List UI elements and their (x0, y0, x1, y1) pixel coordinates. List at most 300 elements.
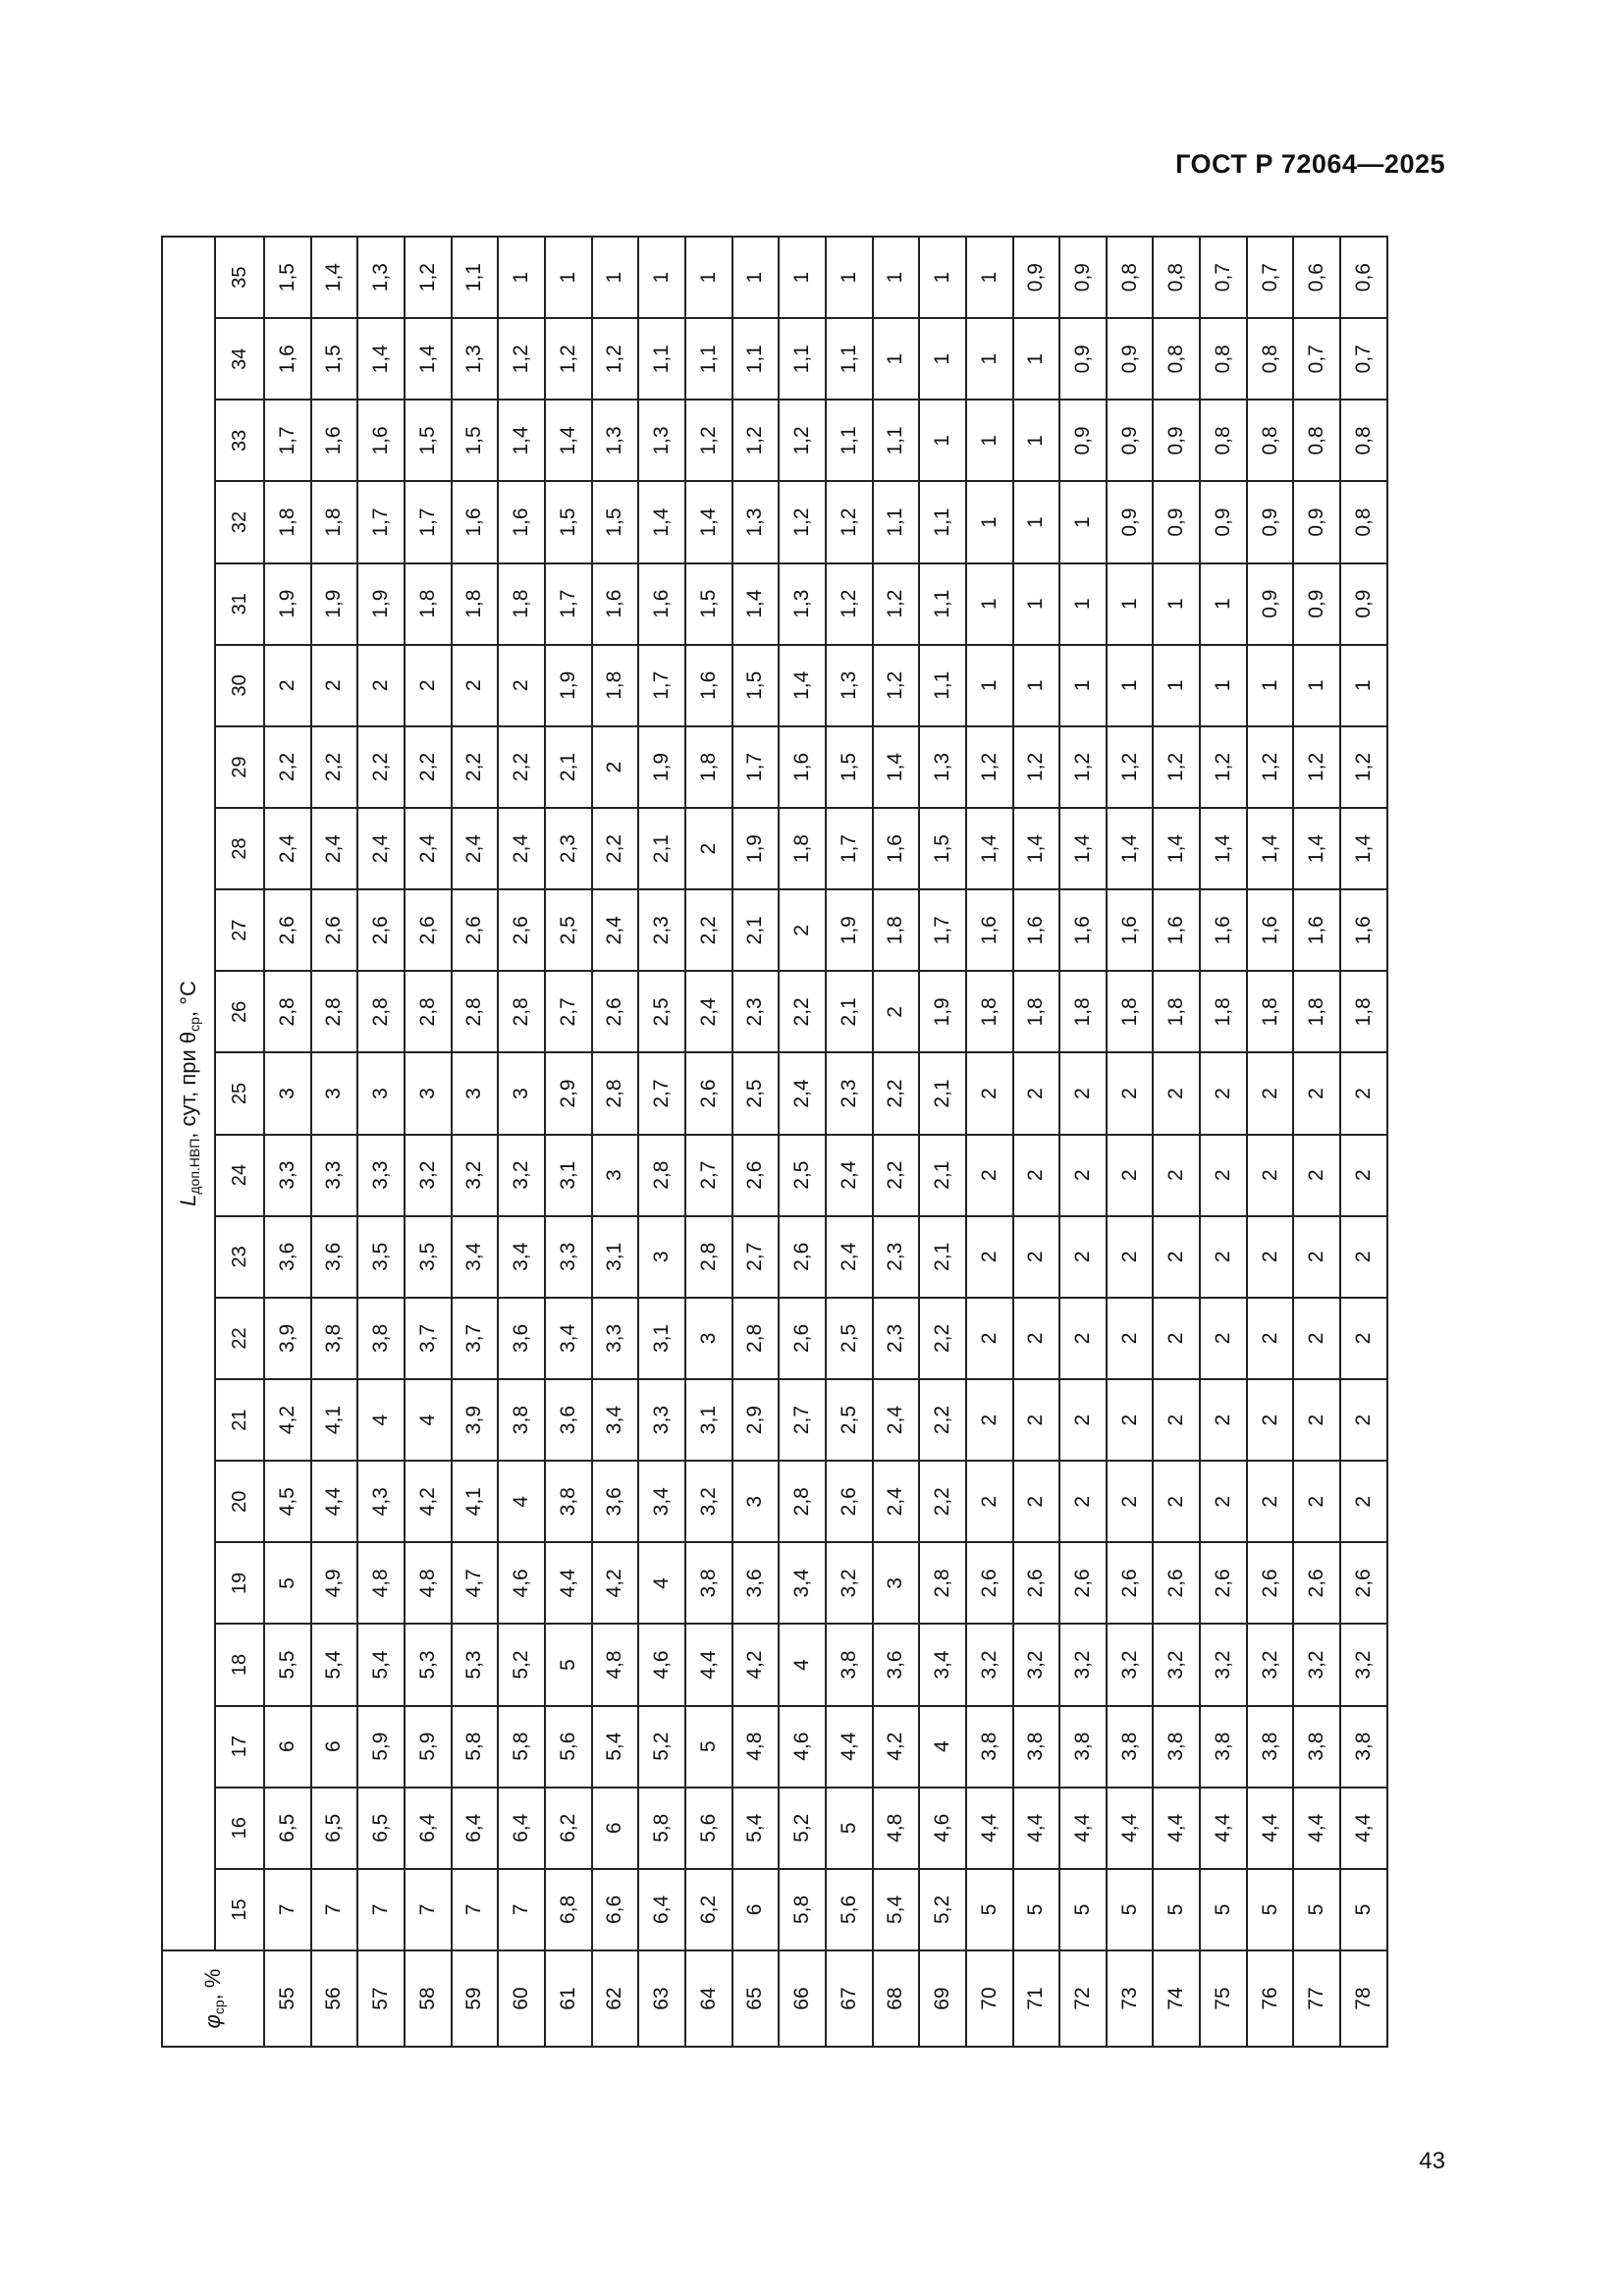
value-cell: 2,1 (732, 889, 780, 971)
temperature-header-cell: 22 (215, 1298, 264, 1379)
value-cell: 2,4 (264, 808, 311, 889)
value-cell: 2 (1153, 1461, 1200, 1542)
value-cell: 1,8 (966, 971, 1013, 1052)
value-cell: 3,7 (452, 1298, 499, 1379)
value-cell: 3 (357, 1052, 405, 1134)
value-cell: 2 (1247, 1298, 1294, 1379)
value-cell: 2 (1059, 1052, 1107, 1134)
humidity-cell: 67 (826, 1950, 873, 2047)
value-cell: 4 (919, 1706, 966, 1788)
value-cell: 1,3 (732, 481, 780, 562)
value-cell: 1 (1013, 400, 1060, 481)
value-cell: 1,4 (1200, 808, 1247, 889)
value-cell: 2,6 (966, 1542, 1013, 1624)
temperature-header-cell: 20 (215, 1461, 264, 1542)
value-cell: 2,4 (873, 1461, 920, 1542)
value-cell: 5 (545, 1624, 592, 1705)
value-cell: 3,8 (966, 1706, 1013, 1788)
value-cell: 2 (1013, 1379, 1060, 1461)
value-cell: 1,6 (1153, 889, 1200, 971)
value-cell: 4,8 (873, 1788, 920, 1869)
value-cell: 4,1 (452, 1461, 499, 1542)
value-cell: 2 (1293, 1461, 1340, 1542)
value-cell: 1 (1013, 318, 1060, 400)
value-cell: 4,8 (357, 1542, 405, 1624)
temperature-header-cell: 21 (215, 1379, 264, 1461)
value-cell: 2,5 (545, 889, 592, 971)
value-cell: 3,4 (452, 1216, 499, 1298)
value-cell: 3,4 (498, 1216, 545, 1298)
value-cell: 2 (1293, 1216, 1340, 1298)
value-cell: 6,5 (264, 1788, 311, 1869)
value-cell: 1,4 (1059, 808, 1107, 889)
value-cell: 2,6 (1340, 1542, 1387, 1624)
value-cell: 4,4 (1293, 1788, 1340, 1869)
value-cell: 2,6 (779, 1298, 826, 1379)
temperature-header-cell: 32 (215, 481, 264, 562)
value-cell: 5,8 (779, 1869, 826, 1950)
value-cell: 4,2 (405, 1461, 452, 1542)
value-cell: 2,8 (264, 971, 311, 1052)
value-cell: 2 (1200, 1135, 1247, 1216)
value-cell: 2,4 (357, 808, 405, 889)
value-cell: 1,6 (1200, 889, 1247, 971)
value-cell: 3,6 (264, 1216, 311, 1298)
value-cell: 0,7 (1340, 318, 1387, 400)
value-cell: 3,9 (452, 1379, 499, 1461)
value-cell: 2,4 (873, 1379, 920, 1461)
value-cell: 6,6 (592, 1869, 639, 1950)
value-cell: 1,6 (1107, 889, 1154, 971)
value-cell: 2,6 (1153, 1542, 1200, 1624)
value-cell: 1,4 (1247, 808, 1294, 889)
value-cell: 1,9 (638, 726, 685, 808)
value-cell: 2,9 (545, 1052, 592, 1134)
value-cell: 2 (1059, 1135, 1107, 1216)
value-cell: 5,4 (357, 1624, 405, 1705)
value-cell: 1 (966, 318, 1013, 400)
value-cell: 1 (826, 237, 873, 318)
value-cell: 2 (1107, 1135, 1154, 1216)
value-cell: 3,1 (638, 1298, 685, 1379)
value-cell: 1,5 (405, 400, 452, 481)
value-cell: 1,6 (685, 645, 732, 726)
value-cell: 1 (1107, 563, 1154, 645)
value-cell: 4,8 (592, 1624, 639, 1705)
value-cell: 3,6 (545, 1379, 592, 1461)
value-cell: 2,7 (545, 971, 592, 1052)
value-cell: 2 (1340, 1379, 1387, 1461)
value-cell: 2,6 (1200, 1542, 1247, 1624)
value-cell: 1,2 (1340, 726, 1387, 808)
value-cell: 0,9 (1107, 481, 1154, 562)
value-cell: 2,2 (592, 808, 639, 889)
value-cell: 3,4 (638, 1461, 685, 1542)
value-cell: 5 (1107, 1869, 1154, 1950)
value-cell: 7 (405, 1869, 452, 1950)
value-cell: 2 (1153, 1379, 1200, 1461)
value-cell: 0,7 (1293, 318, 1340, 400)
temperature-header-cell: 30 (215, 645, 264, 726)
page-number: 43 (1419, 2148, 1445, 2174)
value-cell: 1,2 (873, 563, 920, 645)
value-cell: 2 (1107, 1379, 1154, 1461)
value-cell: 5,9 (357, 1706, 405, 1788)
value-cell: 0,9 (1247, 563, 1294, 645)
value-cell: 2,1 (638, 808, 685, 889)
table-row (873, 237, 920, 2047)
value-cell: 1,4 (966, 808, 1013, 889)
value-cell: 1,6 (498, 481, 545, 562)
value-cell: 2,4 (685, 971, 732, 1052)
value-cell: 1,6 (1293, 889, 1340, 971)
value-cell: 1,4 (732, 563, 780, 645)
value-cell: 0,9 (1200, 481, 1247, 562)
humidity-cell: 69 (919, 1950, 966, 2047)
value-cell: 0,9 (1153, 481, 1200, 562)
value-cell: 1,1 (919, 481, 966, 562)
value-cell: 1,6 (873, 808, 920, 889)
value-cell: 3 (498, 1052, 545, 1134)
value-cell: 3,8 (498, 1379, 545, 1461)
value-cell: 6,2 (685, 1869, 732, 1950)
value-cell: 1,6 (1059, 889, 1107, 971)
table-row (732, 237, 780, 2047)
value-cell: 4,6 (498, 1542, 545, 1624)
value-cell: 2,6 (826, 1461, 873, 1542)
value-cell: 6,2 (545, 1788, 592, 1869)
value-cell: 1,4 (498, 400, 545, 481)
value-cell: 1,7 (264, 400, 311, 481)
value-cell: 5,8 (638, 1788, 685, 1869)
value-cell: 3 (873, 1542, 920, 1624)
value-cell: 2 (1293, 1135, 1340, 1216)
value-cell: 1,6 (1013, 889, 1060, 971)
value-cell: 2 (1247, 1461, 1294, 1542)
value-cell: 2 (311, 645, 358, 726)
value-cell: 5 (1247, 1869, 1294, 1950)
value-cell: 3,3 (592, 1298, 639, 1379)
value-cell: 3,3 (545, 1216, 592, 1298)
value-cell: 5 (264, 1542, 311, 1624)
value-cell: 2 (592, 726, 639, 808)
value-cell: 1,6 (311, 400, 358, 481)
humidity-cell: 68 (873, 1950, 920, 2047)
value-cell: 2,5 (732, 1052, 780, 1134)
value-cell: 7 (264, 1869, 311, 1950)
value-cell: 1,8 (1107, 971, 1154, 1052)
value-cell: 1,9 (545, 645, 592, 726)
value-cell: 2 (1293, 1052, 1340, 1134)
value-cell: 2,8 (592, 1052, 639, 1134)
table-row (405, 237, 452, 2047)
humidity-cell: 57 (357, 1950, 405, 2047)
value-cell: 2 (1200, 1298, 1247, 1379)
value-cell: 1 (1059, 645, 1107, 726)
temperature-header-cell: 34 (215, 318, 264, 400)
value-cell: 1,8 (405, 563, 452, 645)
humidity-cell: 74 (1153, 1950, 1200, 2047)
value-cell: 2,6 (264, 889, 311, 971)
value-cell: 3,1 (545, 1135, 592, 1216)
value-cell: 2,1 (545, 726, 592, 808)
value-cell: 2,2 (357, 726, 405, 808)
value-cell: 1,1 (873, 400, 920, 481)
value-cell: 2 (1153, 1135, 1200, 1216)
value-cell: 2,2 (919, 1298, 966, 1379)
humidity-cell: 64 (685, 1950, 732, 2047)
value-cell: 1,7 (732, 726, 780, 808)
value-cell: 2,4 (826, 1135, 873, 1216)
value-cell: 4 (357, 1379, 405, 1461)
value-cell: 5 (1340, 1869, 1387, 1950)
value-cell: 4 (498, 1461, 545, 1542)
value-cell: 2 (966, 1461, 1013, 1542)
value-cell: 0,8 (1293, 400, 1340, 481)
value-cell: 4,4 (826, 1706, 873, 1788)
value-cell: 1,4 (405, 318, 452, 400)
value-cell: 1,8 (1059, 971, 1107, 1052)
value-cell: 2 (1013, 1461, 1060, 1542)
value-cell: 0,8 (1340, 481, 1387, 562)
value-cell: 1,3 (779, 563, 826, 645)
value-cell: 0,9 (1013, 237, 1060, 318)
value-cell: 1,2 (779, 481, 826, 562)
value-cell: 1,4 (1013, 808, 1060, 889)
table-row (1107, 237, 1154, 2047)
phi-header: $\varphi_{ср}$, % (162, 1950, 264, 2047)
value-cell: 1 (1013, 481, 1060, 562)
table-row (592, 237, 639, 2047)
value-cell: 4,4 (1013, 1788, 1060, 1869)
value-cell: 3,8 (1013, 1706, 1060, 1788)
table-row (1200, 237, 1247, 2047)
value-cell: 5,6 (545, 1706, 592, 1788)
table-row (452, 237, 499, 2047)
value-cell: 1,7 (638, 645, 685, 726)
value-cell: 3,4 (592, 1379, 639, 1461)
table-row (357, 237, 405, 2047)
value-cell: 2,3 (873, 1298, 920, 1379)
value-cell: 1 (1107, 645, 1154, 726)
humidity-cell: 60 (498, 1950, 545, 2047)
temperature-header-cell: 18 (215, 1624, 264, 1705)
value-cell: 1,3 (826, 645, 873, 726)
value-cell: 3,6 (592, 1461, 639, 1542)
value-cell: 6,5 (357, 1788, 405, 1869)
value-cell: 1 (919, 318, 966, 400)
value-cell: 0,8 (1107, 237, 1154, 318)
value-cell: 2,7 (732, 1216, 780, 1298)
value-cell: 2 (1200, 1216, 1247, 1298)
value-cell: 2,8 (311, 971, 358, 1052)
value-cell: 2 (264, 645, 311, 726)
value-cell: 3,2 (452, 1135, 499, 1216)
value-cell: 0,9 (1059, 400, 1107, 481)
value-cell: 1,2 (1247, 726, 1294, 808)
value-cell: 0,8 (1153, 318, 1200, 400)
value-cell: 1,2 (498, 318, 545, 400)
value-cell: 5 (1293, 1869, 1340, 1950)
value-cell: 2 (1340, 1461, 1387, 1542)
value-cell: 2 (1340, 1216, 1387, 1298)
value-cell: 2,4 (311, 808, 358, 889)
value-cell: 1 (1059, 563, 1107, 645)
value-cell: 1,5 (592, 481, 639, 562)
temperature-header-cell: 35 (215, 237, 264, 318)
value-cell: 5 (1200, 1869, 1247, 1950)
value-cell: 6,8 (545, 1869, 592, 1950)
humidity-cell: 72 (1059, 1950, 1107, 2047)
value-cell: 1,8 (498, 563, 545, 645)
value-cell: 1 (1059, 481, 1107, 562)
value-cell: 6 (732, 1869, 780, 1950)
value-cell: 4,4 (311, 1461, 358, 1542)
value-cell: 4,3 (357, 1461, 405, 1542)
table-row (498, 237, 545, 2047)
temperature-header-cell: 25 (215, 1052, 264, 1134)
value-cell: 1 (873, 318, 920, 400)
value-cell: 3,5 (405, 1216, 452, 1298)
value-cell: 2,3 (638, 889, 685, 971)
value-cell: 1 (966, 237, 1013, 318)
humidity-cell: 76 (1247, 1950, 1294, 2047)
value-cell: 1,2 (826, 481, 873, 562)
temperature-header-cell: 23 (215, 1216, 264, 1298)
table-body (264, 237, 1387, 2047)
value-cell: 0,9 (1059, 318, 1107, 400)
temperature-header-cell: 26 (215, 971, 264, 1052)
value-cell: 1,1 (873, 481, 920, 562)
value-cell: 2 (966, 1052, 1013, 1134)
value-cell: 3,2 (1013, 1624, 1060, 1705)
temperature-header-cell: 31 (215, 563, 264, 645)
value-cell: 2,4 (405, 808, 452, 889)
value-cell: 3,8 (1200, 1706, 1247, 1788)
humidity-cell: 78 (1340, 1950, 1387, 2047)
table-row (826, 237, 873, 2047)
value-cell: 3,2 (826, 1542, 873, 1624)
value-cell: 4 (638, 1542, 685, 1624)
value-cell: 7 (452, 1869, 499, 1950)
value-cell: 1,8 (1247, 971, 1294, 1052)
value-cell: 1,1 (919, 563, 966, 645)
value-cell: 1,9 (732, 808, 780, 889)
value-cell: 2 (357, 645, 405, 726)
table-row (779, 237, 826, 2047)
value-cell: 4,4 (1200, 1788, 1247, 1869)
value-cell: 3,2 (1293, 1624, 1340, 1705)
value-cell: 1,4 (1293, 808, 1340, 889)
value-cell: 1,6 (264, 318, 311, 400)
value-cell: 2 (1107, 1298, 1154, 1379)
value-cell: 7 (498, 1869, 545, 1950)
temperature-header-cell: 24 (215, 1135, 264, 1216)
value-cell: 1,6 (452, 481, 499, 562)
value-cell: 1,7 (357, 481, 405, 562)
value-cell: 2 (1013, 1298, 1060, 1379)
value-cell: 2,8 (405, 971, 452, 1052)
value-cell: 2,8 (638, 1135, 685, 1216)
value-cell: 3 (311, 1052, 358, 1134)
value-cell: 2,8 (357, 971, 405, 1052)
value-cell: 1 (592, 237, 639, 318)
value-cell: 1,4 (779, 645, 826, 726)
value-cell: 3,8 (1107, 1706, 1154, 1788)
value-cell: 1,6 (1340, 889, 1387, 971)
value-cell: 2 (966, 1298, 1013, 1379)
value-cell: 1,6 (779, 726, 826, 808)
value-cell: 1,1 (685, 318, 732, 400)
value-cell: 0,8 (1200, 318, 1247, 400)
value-cell: 4,4 (1247, 1788, 1294, 1869)
value-cell: 0,9 (1340, 563, 1387, 645)
value-cell: 2,7 (638, 1052, 685, 1134)
value-cell: 1,2 (1153, 726, 1200, 808)
value-cell: 2 (1200, 1379, 1247, 1461)
value-cell: 1,7 (826, 808, 873, 889)
value-cell: 3 (264, 1052, 311, 1134)
humidity-cell: 61 (545, 1950, 592, 2047)
table-row (1013, 237, 1060, 2047)
value-cell: 1,9 (919, 971, 966, 1052)
temperature-header-cell: 17 (215, 1706, 264, 1788)
value-cell: 3,6 (498, 1298, 545, 1379)
value-cell: 1 (1247, 645, 1294, 726)
value-cell: 1,8 (1293, 971, 1340, 1052)
humidity-cell: 71 (1013, 1950, 1060, 2047)
value-cell: 1 (873, 237, 920, 318)
value-cell: 2,2 (498, 726, 545, 808)
value-cell: 3,8 (1059, 1706, 1107, 1788)
value-cell: 2,5 (779, 1135, 826, 1216)
value-cell: 1 (1013, 645, 1060, 726)
value-cell: 4,2 (264, 1379, 311, 1461)
value-cell: 1 (966, 645, 1013, 726)
value-cell: 5,8 (452, 1706, 499, 1788)
value-cell: 2 (1293, 1298, 1340, 1379)
value-cell: 3,5 (357, 1216, 405, 1298)
value-cell: 2,4 (779, 1052, 826, 1134)
value-cell: 1,1 (638, 318, 685, 400)
value-cell: 6,4 (498, 1788, 545, 1869)
value-cell: 5 (826, 1788, 873, 1869)
value-cell: 6,5 (311, 1788, 358, 1869)
value-cell: 0,9 (1247, 481, 1294, 562)
value-cell: 2,6 (357, 889, 405, 971)
value-cell: 3,8 (1153, 1706, 1200, 1788)
value-cell: 1 (779, 237, 826, 318)
value-cell: 1 (685, 237, 732, 318)
value-cell: 4,8 (405, 1542, 452, 1624)
value-cell: 0,8 (1153, 237, 1200, 318)
table-row (1247, 237, 1294, 2047)
value-cell: 2,7 (685, 1135, 732, 1216)
value-cell: 3,8 (1247, 1706, 1294, 1788)
value-cell: 6 (592, 1788, 639, 1869)
value-cell: 5,6 (685, 1788, 732, 1869)
value-cell: 1,1 (732, 318, 780, 400)
value-cell: 1,4 (638, 481, 685, 562)
value-cell: 5 (966, 1869, 1013, 1950)
value-cell: 1,2 (732, 400, 780, 481)
temperature-header-cell: 29 (215, 726, 264, 808)
value-cell: 1 (732, 237, 780, 318)
value-cell: 1 (966, 481, 1013, 562)
value-cell: 4,6 (919, 1788, 966, 1869)
value-cell: 2 (1153, 1216, 1200, 1298)
value-cell: 1,6 (966, 889, 1013, 971)
